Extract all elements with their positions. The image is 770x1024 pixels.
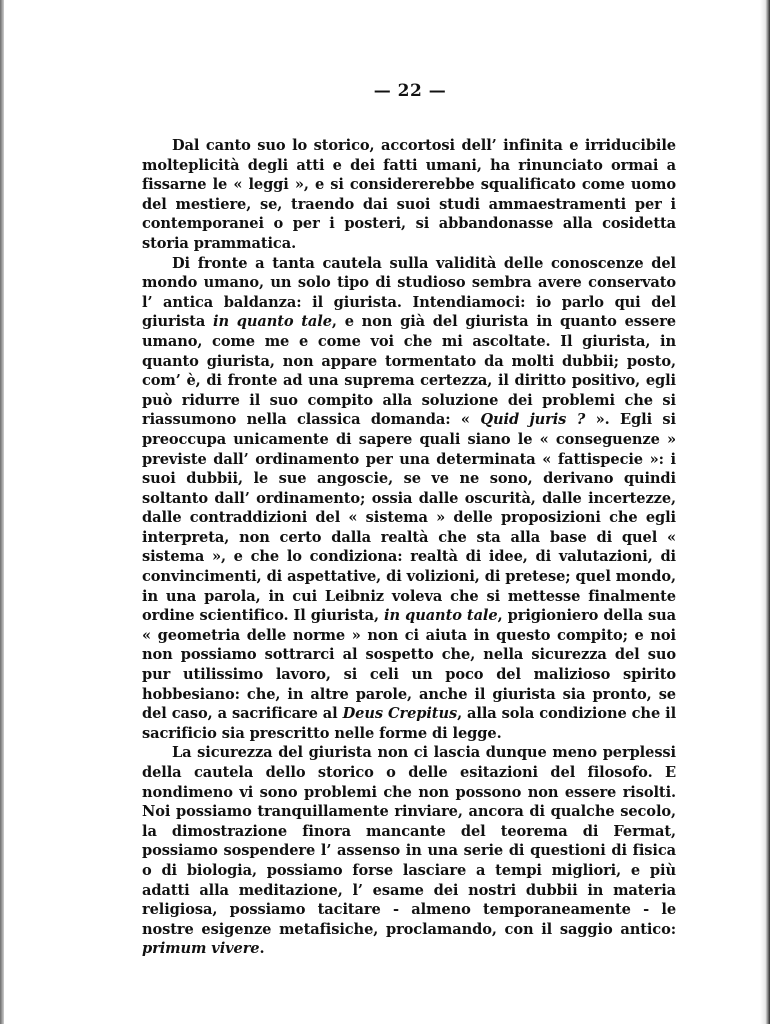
page-number: — 22 — <box>373 81 447 101</box>
italic-phrase: primum vivere <box>142 940 260 958</box>
italic-phrase: Deus Crepitus <box>342 705 458 723</box>
text-run: Di fronte a tanta cautela sulla validità delle conoscenze del mondo umano, un solo tipo di studioso sembra avere conservato l’ antica baldanza: il giurista. Intendiamoci: io parlo qui del giurista <box>142 254 676 331</box>
text-run: ». Egli si preoccupa unicamente di sapere quali siano le « conseguenze » previste dall’ ordinamento per una determinata « fattispecie »: i suoi dubbii, le sue angoscie, se ve ne sono, derivano quindi soltanto dall’ ordinamento; ossia dalle oscurità, dalle incertezze, dalle contraddizioni del « sistema » delle proposizioni che egli interpreta, non certo dalla realtà che sta alla base di quel « sistema », e che lo condiziona: realtà di idee, di valutazioni, di convincimenti, di aspettative, di volizioni, di pretese; quel mondo, in una parola, in cui Leibniz voleva che si mettesse finalmente ordine scientifico. Il giurista, <box>142 411 676 625</box>
italic-phrase: in quanto tale <box>213 313 332 331</box>
paragraph-sicurezza <box>142 743 676 959</box>
text-run: . <box>259 940 265 958</box>
scan-right-edge <box>760 0 770 1024</box>
text-run: La sicurezza del giurista non ci lascia dunque meno perplessi della cautela dello storico o delle esitazioni del filosofo. E nondimeno vi sono problemi che non possono non essere risolti. Noi possiamo tranquillamente rinviare, ancora di qualche secolo, la dimostrazione finora mancante del teorema di Fermat, possiamo sospendere l’ assenso in una serie di questioni di fisica o di biologia, possiamo forse lasciare a tempi migliori, e più adatti alla meditazione, l’ esame dei nostri dubbii in materia religiosa, possiamo tacitare - almeno temporaneamente - le nostre esigenze metafisiche, proclamando, con il saggio antico: <box>142 744 676 938</box>
text-run: , prigioniero della sua « geometria delle norme » non ci aiuta in questo compito; e noi non possiamo sottrarci al sospetto che, nella sicurezza del suo pur utilissimo lavoro, si celi un poco del malizioso spirito hobbesiano: che, in altre parole, anche il giurista sia pronto, se del caso, a sacrificare al <box>142 607 676 723</box>
text-run: Dal canto suo lo storico, accortosi dell’ infinita e irriducibile molteplicità degli atti e dei fatti umani, ha rinunciato ormai a fissarne le « leggi », e si considererebbe squalificato come uomo del mestiere, se, traendo dai suoi studi ammaestramenti per i contemporanei o per i posteri, si abbandonasse alla cosidetta storia prammatica. <box>142 137 676 252</box>
italic-phrase: Quid juris ? <box>480 411 586 429</box>
italic-phrase: in quanto tale <box>384 607 498 625</box>
text-run: , e non già del giurista in quanto essere umano, come me e come voi che mi ascoltate. Il giurista, in quanto giurista, non appare tormentato da molti dubbii; posto, com’ è, di fronte ad una suprema certezza, il diritto positivo, egli può ridurre il suo compito alla soluzione dei problemi che si riassumono nella classica domanda: « <box>142 313 676 429</box>
paragraph-giurista <box>142 254 676 744</box>
paragraph-storico <box>142 136 676 254</box>
body-text <box>142 136 676 959</box>
scan-left-edge <box>0 0 4 1024</box>
text-run: , alla sola condizione che il sacrificio sia prescritto nelle forme di legge. <box>142 705 677 742</box>
